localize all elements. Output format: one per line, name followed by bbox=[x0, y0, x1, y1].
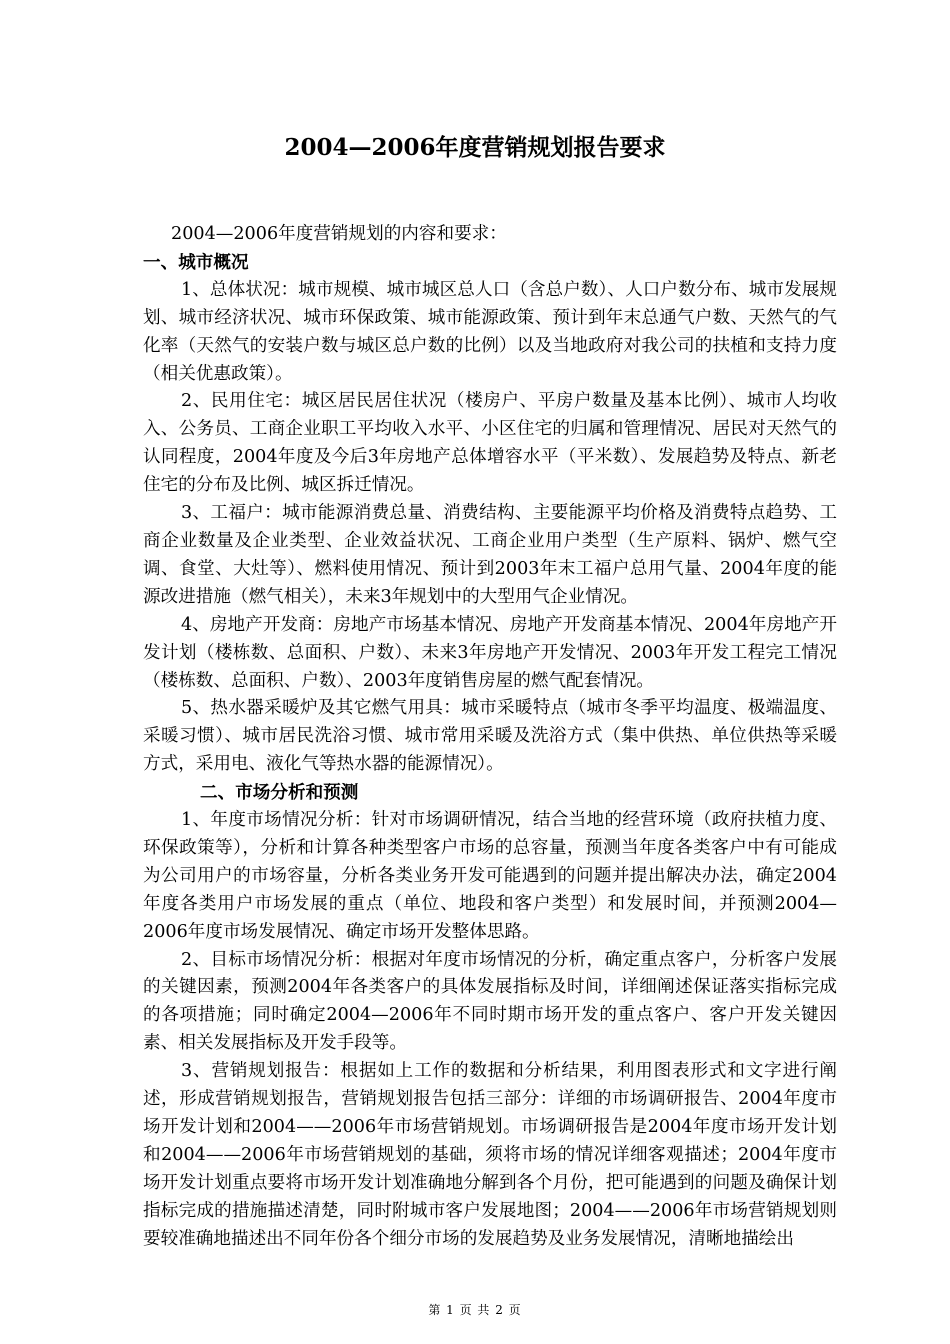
paragraph-marketing-plan-report: 3、营销规划报告：根据如上工作的数据和分析结果，利用图表形式和文字进行阐述，形成营销规划报告，营销规划报告包括三部分：详细的市场调研报告、2004年度市场开发计划和2004——2006年市场营销规划。市场调研报告是2004年度市场开发计划和2004——2006年市场营销规划的基础，须将市场的情况详细客观描述；2004年度市场开发计划重点要将市场开发计划准确地分解到各个月份，把可能遇到的问题及确保计划指标完成的措施描述清楚，同时附城市客户发展地图；2004——2006年市场营销规划则要较准确地描述出不同年份各个细分市场的发展趋势及业务发展情况，清晰地描绘出 bbox=[143, 1061, 837, 1249]
paragraph-target-market-analysis: 2、目标市场情况分析：根据对年度市场情况的分析，确定重点客户，分析客户发展的关键因素，预测2004年各类客户的具体发展指标及时间，详细阐述保证落实指标完成的各项措施；同时确定2004—2006年不同时期市场开发的重点客户、客户开发关键因素、相关发展指标及开发手段等。 bbox=[143, 949, 837, 1054]
document-title: 2004—2006年度营销规划报告要求 bbox=[284, 134, 666, 161]
paragraph-annual-market-analysis: 1、年度市场情况分析：针对市场调研情况，结合当地的经营环境（政府扶植力度、环保政策等），分析和计算各种类型客户市场的总容量，预测当年度各类客户中有可能成为公司用户的市场容量，分析各类业务开发可能遇到的问题并提出解决办法，确定2004年度各类用户市场发展的重点（单位、地段和客户类型）和发展时间，并预测2004—2006年度市场发展情况、确定市场开发整体思路。 bbox=[143, 810, 837, 942]
paragraph-real-estate-developers: 4、房地产开发商：房地产市场基本情况、房地产开发商基本情况、2004年房地产开发计划（楼栋数、总面积、户数）、未来3年房地产开发情况、2003年开发工程完工情况（楼栋数、总面积、户数）、2003年度销售房屋的燃气配套情况。 bbox=[143, 614, 837, 691]
paragraph-industrial-commercial: 3、工福户：城市能源消费总量、消费结构、主要能源平均价格及消费特点趋势、工商企业数量及企业类型、企业效益状况、工商企业用户类型（生产原料、锅炉、燃气空调、食堂、大灶等）、燃料使用情况、预计到2003年末工福户总用气量、2004年度的能源改进措施（燃气相关），未来3年规划中的大型用气企业情况。 bbox=[143, 503, 837, 607]
section-heading-city-overview: 一、城市概况 bbox=[143, 251, 249, 273]
document-body bbox=[143, 221, 837, 1254]
page-footer: 第 1 页 共 2 页 bbox=[428, 1303, 522, 1317]
paragraph-residential: 2、民用住宅：城区居民居住状况（楼房户、平房户数量及基本比例）、城市人均收入、公务员、工商企业职工平均收入水平、小区住宅的归属和管理情况、居民对天然气的认同程度，2004年度及今后3年房地产总体增容水平（平米数）、发展趋势及特点、新老住宅的分布及比例、城区拆迁情况。 bbox=[143, 391, 837, 496]
section-heading-market-analysis: 二、市场分析和预测 bbox=[200, 782, 359, 804]
paragraph-heaters-appliances: 5、热水器采暖炉及其它燃气用具：城市采暖特点（城市冬季平均温度、极端温度、采暖习惯）、城市居民洗浴习惯、城市常用采暖及洗浴方式（集中供热、单位供热等采暖方式，采用电、液化气等热水器的能源情况）。 bbox=[143, 698, 837, 775]
paragraph-overall-status: 1、总体状况：城市规模、城市城区总人口（含总户数）、人口户数分布、城市发展规划、城市经济状况、城市环保政策、城市能源政策、预计到年末总通气户数、天然气的气化率（天然气的安装户数与城区总户数的比例）以及当地政府对我公司的扶植和支持力度（相关优惠政策）。 bbox=[143, 279, 837, 384]
intro-line: 2004—2006年度营销规划的内容和要求： bbox=[171, 224, 507, 244]
